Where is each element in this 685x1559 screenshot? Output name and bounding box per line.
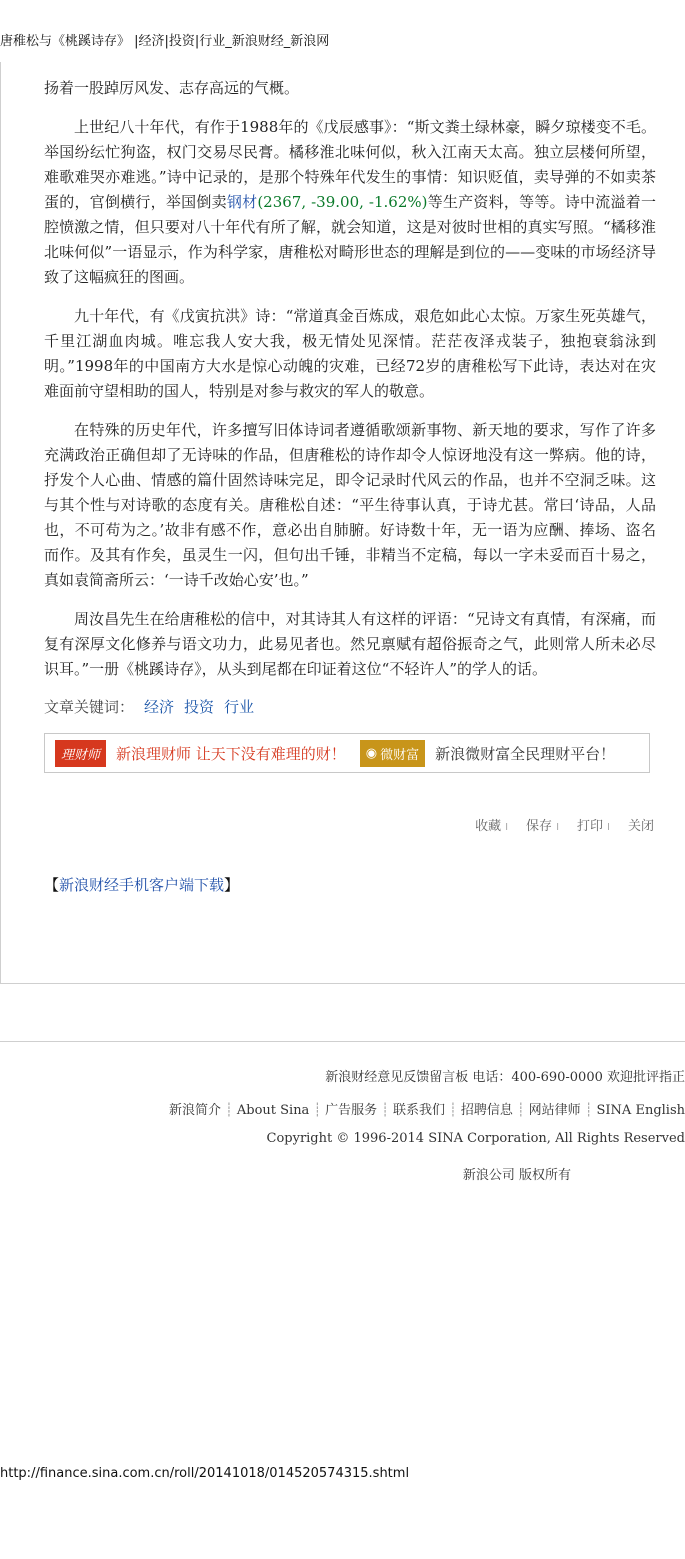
footer-link[interactable]: About Sina <box>236 1103 310 1118</box>
footer-separator: ┊ <box>449 1103 457 1118</box>
paragraph-text: 等生产资料，等等。诗中流溢着一腔愤激之情，但只要对八十年代有所了解，就会知道，这是对彼时世相的真实写照。“橘移淮北味何似”一语显示，作为科学家，唐稚松对畸形世态的理解是到位的——变味的市场经济导致了这幅疯狂的图画。 <box>44 193 656 286</box>
app-download-link[interactable]: 新浪财经手机客户端下载 <box>59 876 225 894</box>
footer-link[interactable]: 联系我们 <box>392 1103 445 1118</box>
licaishi-promo-text[interactable]: 新浪理财师 让天下没有难理的财！ <box>116 744 346 763</box>
footer-divider <box>0 1041 685 1042</box>
promo-banner[interactable] <box>44 733 650 773</box>
article-actions <box>44 815 654 834</box>
footer-rights: 新浪公司 版权所有 <box>462 1168 571 1183</box>
print-button[interactable]: 打印 <box>577 819 604 834</box>
keyword-link[interactable]: 行业 <box>224 698 255 716</box>
keyword-link[interactable]: 投资 <box>184 698 215 716</box>
keywords-label: 文章关键词： <box>44 698 135 716</box>
article-body <box>44 76 656 895</box>
weicaifu-logo-text: 微财富 <box>380 747 420 763</box>
app-download <box>44 874 656 895</box>
close-button[interactable]: 关闭 <box>627 819 654 834</box>
footer-link[interactable]: 招聘信息 <box>460 1103 513 1118</box>
article-keywords <box>44 696 656 717</box>
footer-feedback: 新浪财经意见反馈留言板 电话：400-690-0000 欢迎批评指正 <box>325 1070 685 1085</box>
save-button[interactable]: 保存 <box>526 819 553 834</box>
article-paragraph <box>44 115 656 290</box>
footer-separator: ┊ <box>516 1103 525 1118</box>
article-paragraph: 扬着一股踔厉风发、志存高远的气概。 <box>44 79 300 97</box>
footer-link[interactable]: 新浪简介 <box>169 1103 222 1118</box>
footer-link[interactable]: 广告服务 <box>325 1103 378 1118</box>
paragraph-text: 上世纪八十年代，有作于1988年的《戊辰感事》：“斯文粪土绿林豪，瞬夕琼楼变不毛。举国纷纭忙狗盗，权门交易尽民膏。橘移淮北味何似，秋入江南天太高。独立层楼何所望，难歌难哭亦难逃。”诗中记录的，是那个特殊年代发生的事情：知识贬值，卖导弹的不如卖茶蛋的，官倒横行，举国倒卖 <box>44 118 656 211</box>
bracket-open: 【 <box>44 876 60 894</box>
footer-link[interactable]: 网站律师 <box>528 1103 581 1118</box>
footer-copyright: Copyright © 1996-2014 SINA Corporation, All Rights Reserved <box>266 1131 685 1146</box>
keyword-link[interactable]: 经济 <box>144 698 175 716</box>
article-container <box>0 62 685 984</box>
article-paragraph: 九十年代，有《戊寅抗洪》诗：“常道真金百炼成，艰危如此心太惊。万家生死英雄气，千里江湖血肉城。唯忘我人安大我，极无情处见深情。茫茫夜泽戎装子，独抱衰翁泳到明。”1998年的中国南方大水是惊心动魄的灾难，已经72岁的唐稚松写下此诗，表达对在灾难面前守望相助的国人，特别是对参与救灾的军人的敬意。 <box>44 307 656 400</box>
action-separator: I <box>556 822 560 833</box>
stock-link[interactable]: 钢材 <box>226 193 258 211</box>
footer-links <box>169 1099 685 1118</box>
weicaifu-promo-text[interactable]: 新浪微财富全民理财平台！ <box>435 744 616 763</box>
footer-link[interactable]: SINA English <box>596 1103 685 1118</box>
page-title: 唐稚松与《桃蹊诗存》 |经济|投资|行业_新浪财经_新浪网 <box>0 34 330 49</box>
bracket-close: 】 <box>224 876 240 894</box>
footer-separator: ┊ <box>381 1103 389 1118</box>
stock-quote: (2367, -39.00, -1.62%) <box>257 193 428 211</box>
licaishi-logo: 理财师 <box>55 740 106 767</box>
favorite-button[interactable]: 收藏 <box>475 819 502 834</box>
action-separator: I <box>505 822 509 833</box>
article-paragraph: 周汝昌先生在给唐稚松的信中，对其诗其人有这样的评语：“兄诗文有真情，有深痛，而复有深厚文化修养与语文功力，此易见者也。然兄禀赋有超俗振奇之气，此则常人所未必尽识耳。”一册《桃蹊诗存》，从头到尾都在印证着这位“不轻许人”的学人的话。 <box>44 610 656 678</box>
coin-icon: ◉ <box>365 745 378 761</box>
article-paragraph: 在特殊的历史年代，许多擅写旧体诗词者遵循歌颂新事物、新天地的要求，写作了许多充满政治正确但却了无诗味的作品，但唐稚松的诗作却令人惊讶地没有这一弊病。他的诗，抒发个人心曲、情感的篇什固然诗味完足，即令记录时代风云的作品，也并不空洞乏味。这与其个性与对诗歌的态度有关。唐稚松自述：“平生待事认真，于诗尤甚。常曰‘诗品，人品也，不可苟为之。’故非有感不作，意必出自肺腑。好诗数十年，无一语为应酬、捧场、盗名而作。及其有作矣，虽灵生一闪，但句出千锤，非精当不定稿，每以一字未妥而百十易之，真如袁简斋所云：‘一诗千改始心安’也。” <box>44 421 656 589</box>
action-separator: I <box>607 822 610 833</box>
footer-separator: ┊ <box>225 1103 233 1118</box>
footer-separator: ┊ <box>584 1103 593 1118</box>
weicaifu-logo <box>360 740 425 767</box>
footer-separator: ┊ <box>313 1103 322 1118</box>
print-url: http://finance.sina.com.cn/roll/20141018/014520574315.shtml <box>0 1466 410 1481</box>
